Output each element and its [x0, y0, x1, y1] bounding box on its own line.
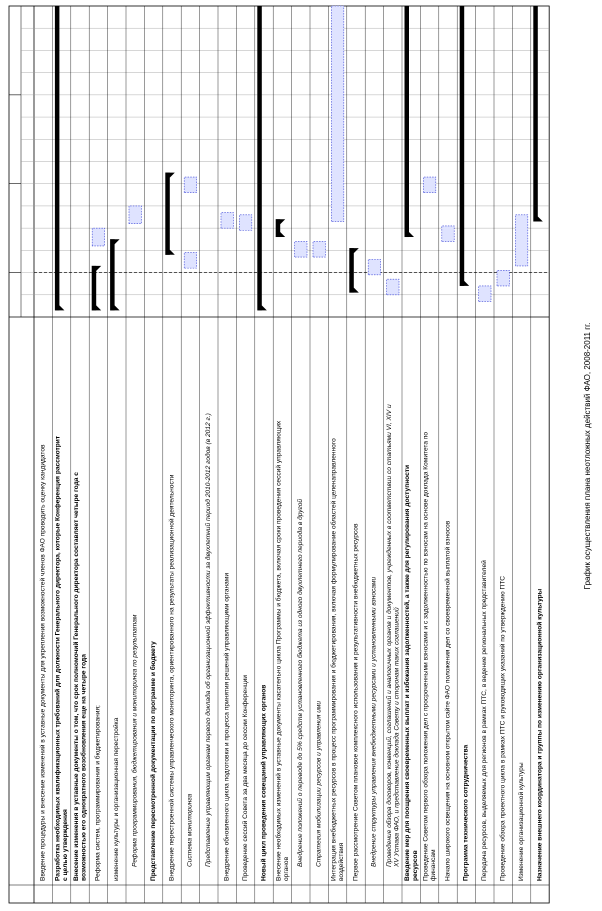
- task-bar: [221, 213, 233, 229]
- row-activity-line: финансам: [430, 849, 438, 881]
- row-activity-text: [54, 435, 70, 881]
- row-activity-line: Первое рассмотрение Советом плановое комплексного использования и результативности внебюджетных ресурсов: [352, 523, 360, 881]
- task-bar: [313, 241, 325, 257]
- row-activity-line: Проведение обзора договоров, конвенций, соглашений и аналогичных органов и документов, учрежденных в соответствии со статьями VI, XIV и: [385, 404, 393, 867]
- row-activity-text: [149, 641, 157, 881]
- summary-bar: [55, 6, 60, 310]
- row-activity-text: [39, 444, 47, 881]
- row-activity-line: воздействия: [338, 842, 346, 881]
- summary-bar: [533, 6, 538, 221]
- row-activity-line: Проведение сессий Совета за два месяца до сессии Конференции: [241, 675, 249, 881]
- row-activity-text: [204, 413, 212, 867]
- summary-bar: [110, 239, 115, 310]
- row-activity-line: Внедрение положений о переводе до 5% средств установленного бюджета из одного двухлетнего периода в другой: [297, 498, 305, 867]
- row-activity-line: Внедрение обновленного цикла подготовки и процесса принятия решений управляющими органами: [223, 572, 231, 881]
- row-activity-text: [403, 465, 419, 881]
- row-activity-text: [167, 474, 175, 881]
- row-activity-text: [296, 499, 304, 867]
- row-activity-line: Внесение изменения в уставные документы о том, что срок полномочий Генерального директора составляет четыре года с: [73, 472, 80, 881]
- summary-bar: [349, 248, 354, 292]
- row-activity-text: [370, 576, 378, 867]
- row-activity-text: [330, 438, 346, 881]
- row-activity-line: Внедрение перестроенной системы управленческого мониторинга, ориентированного на результаты реализационной деятельности: [168, 474, 176, 881]
- row-activity-line: ресурсов: [411, 850, 419, 881]
- row-activity-line: Проведение Советом первого обзора положения дел с просроченными взносами и с задолженностью по взносам на основе доклада Комитета по: [422, 431, 430, 881]
- task-bar: [184, 253, 196, 269]
- row-activity-line: Представление управляющим органам первого доклада об организационной эффективности за двухлетний период 2010-2012 годов (в 2012 г.): [205, 413, 213, 867]
- summary-bar: [92, 266, 97, 310]
- row-activity-text: [241, 675, 249, 881]
- row-activity-text: [315, 701, 323, 867]
- row-activity-line: с целью утверждения: [62, 809, 70, 881]
- row-activity-line: Передача ресурсов, выделяемых для регионов в рамках ПТС, в ведение региональных представителей: [481, 560, 489, 881]
- row-activity-text: [517, 762, 525, 881]
- row-activity-text: [259, 685, 267, 881]
- row-activity-text: [351, 523, 359, 881]
- row-activity-line: органов: [283, 856, 290, 881]
- row-activity-line: Разработка необходимых квалификационных требований для должности Генерального директора, которые Конференция рассмотрит: [54, 435, 62, 881]
- task-bar: [479, 286, 491, 302]
- row-activity-text: [480, 560, 488, 881]
- row-activity-text: [535, 588, 543, 881]
- task-bar: [295, 241, 307, 257]
- summary-bar: [460, 6, 465, 286]
- row-activity-text: [274, 420, 290, 881]
- task-bar: [497, 270, 509, 286]
- row-activity-line: Интеграция внебюджетных ресурсов в процесс программирования и бюджетирования, включая формулирование областей целенаправленного: [330, 438, 338, 881]
- task-bar: [239, 215, 251, 231]
- task-bar: [368, 259, 380, 275]
- row-activity-line: Назначение внешнего координатора и группы по изменению организационной культуры: [536, 588, 544, 881]
- row-activity-line: Новый цикл проведения совещаний управляющих органов: [260, 684, 268, 881]
- row-activity-line: Система мониторинга: [186, 793, 194, 867]
- chart-title: График осуществления плана неотложных действий ФАО, 2008-2011 гг.: [583, 322, 592, 590]
- task-bar: [442, 226, 454, 242]
- row-activity-text: [187, 793, 194, 867]
- row-activity-line: Реформа программирования, бюджетирования и мониторинга по результатам: [131, 614, 139, 867]
- row-activity-line: Программа технического сотрудничества: [462, 744, 470, 881]
- row-activity-text: [422, 432, 438, 881]
- task-bar: [331, 6, 343, 221]
- row-activity-line: Введение мер для поощрения своевременных выплат и избежания задолженностей, а также для регулирования доступности: [404, 464, 412, 881]
- row-activity-text: [463, 745, 470, 881]
- row-activity-line: изменение культуры и организационная перестройка: [113, 717, 121, 881]
- task-bar: [184, 177, 196, 193]
- row-activity-text: [223, 573, 231, 881]
- row-activity-line: Введение процедуры и внесение изменений в уставные документы для укрепления возможностей членов ФАО проводить оценку кандидатов: [39, 444, 47, 881]
- row-activity-line: Реформа систем, программирования и бюджетирования;: [94, 705, 102, 881]
- row-activity-text: [443, 520, 451, 881]
- row-activity-line: Изменение организационной культуры: [517, 762, 525, 881]
- task-bar: [129, 206, 141, 224]
- row-activity-line: Начало широкого освещения на основном открытом сайте ФАО положения дел со своевременной выплатой взносов: [444, 520, 452, 881]
- row-activity-line: Внесение необходимых изменений в уставные документы касательно цикла Программы и бюджета, включая сроки проведения сессий управляющих: [275, 420, 283, 881]
- task-bar: [423, 177, 435, 193]
- row-activity-text: [499, 576, 507, 881]
- row-activity-line: Стратегия мобилизации ресурсов и управления ими: [315, 700, 323, 867]
- row-activity-text: [72, 472, 88, 881]
- summary-bar: [165, 173, 170, 255]
- row-activity-line: возможностью его однократного возобновления еще на четыре года: [80, 654, 88, 881]
- row-activity-line: Внедрение структуры управления внебюджетными ресурсами и установленными взносами: [370, 576, 378, 867]
- task-bar: [92, 228, 104, 246]
- row-activity-text: [385, 404, 401, 868]
- row-activity-line: XV Устава ФАО, и представление доклада Совету и сторонам таких соглашений: [393, 607, 401, 867]
- row-activity-text: [94, 705, 102, 881]
- row-activity-line: Проведение обзора проектного цикла в рамках ПТС и руководящих указаний по утверждению ПТС: [499, 575, 507, 881]
- summary-bar: [257, 6, 262, 310]
- row-activity-text: [131, 614, 139, 867]
- summary-bar: [405, 6, 410, 237]
- row-activity-line: Представление пересмотренной документации по программе и бюджету: [149, 641, 157, 881]
- bars-layer: [55, 6, 543, 310]
- labels-layer: [39, 404, 544, 881]
- row-activity-text: [112, 717, 120, 881]
- task-bar: [515, 215, 527, 266]
- task-bar: [387, 279, 399, 295]
